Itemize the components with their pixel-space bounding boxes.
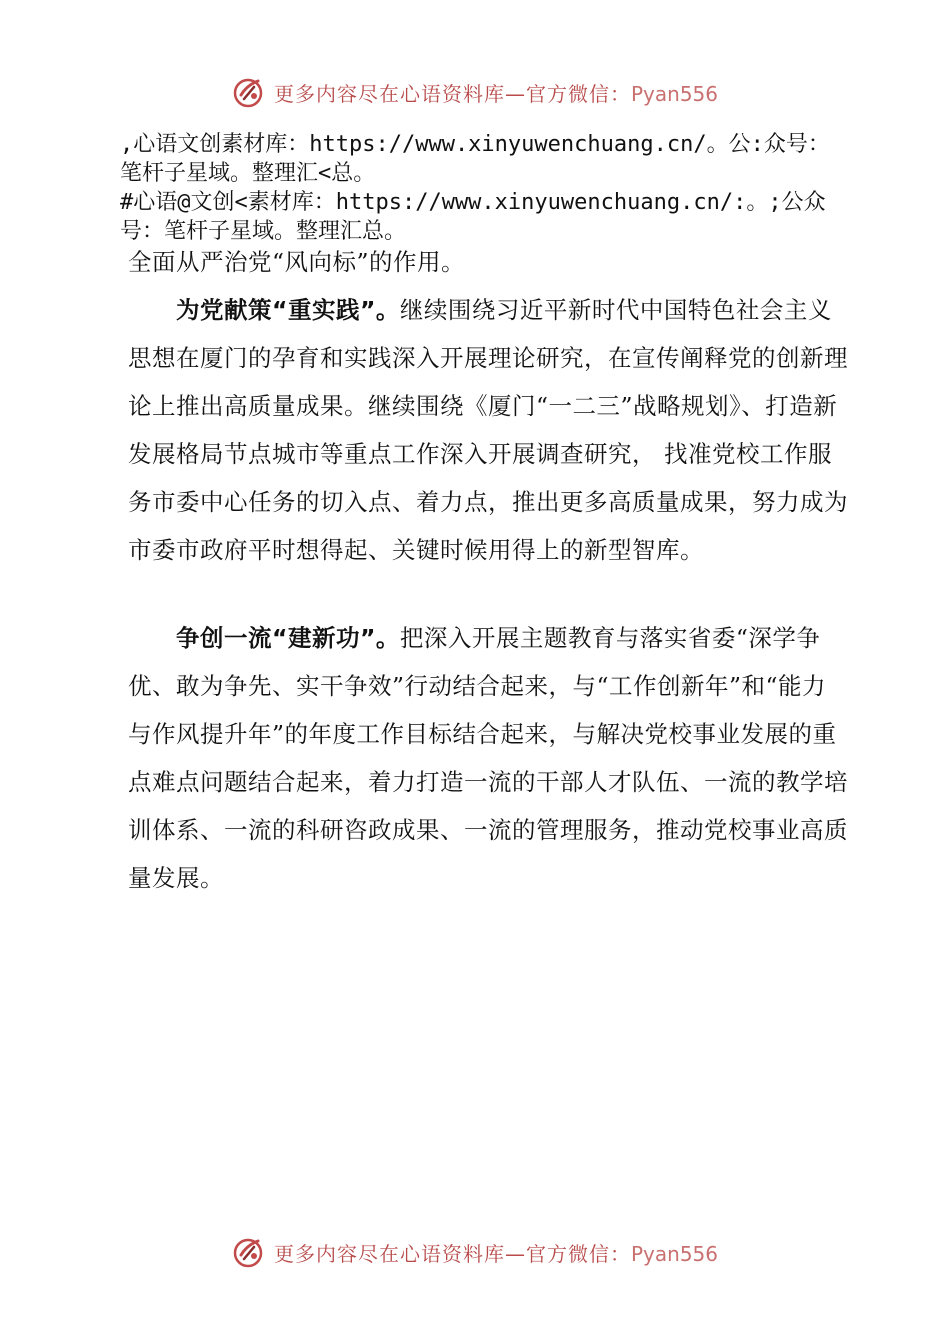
paragraph-heading: 为党献策“重实践”。 — [176, 296, 400, 324]
paragraph — [128, 286, 848, 574]
banner-text: 更多内容尽在心语资料库—官方微信：Pyan556 — [273, 1241, 718, 1266]
paragraph — [128, 614, 848, 902]
footer-banner — [0, 1232, 950, 1272]
watermark-line: #心语@文创<素材库：https://www.xinyuwenchuang.cn/:。;公众号：笔杆子星域。整理汇总。 — [120, 190, 826, 244]
wechat-account: Pyan556 — [630, 1241, 718, 1266]
wechat-account: Pyan556 — [630, 81, 718, 106]
watermark-line: ,心语文创素材库：https://www.xinyuwenchuang.cn/。公:众号：笔杆子星域。整理汇<总。 — [120, 132, 830, 186]
paragraph-text: 把深入开展主题教育与落实省委“深学争优、敢为争先、实干争效”行动结合起来，与“工作创新年”和“能力与作风提升年”的年度工作目标结合起来，与解决党校事业发展的重点难点问题结合起来，着力打造一流的干部人才队伍、一流的教学培训体系、一流的科研咨政成果、一流的管理服务，推动党校事业高质量发展。 — [128, 624, 848, 892]
paragraph-heading: 争创一流“建新功”。 — [176, 624, 400, 652]
banner-text: 更多内容尽在心语资料库—官方微信：Pyan556 — [273, 81, 718, 106]
brand-logo-icon — [232, 75, 266, 109]
header-banner — [0, 72, 950, 112]
brand-logo-icon — [232, 1235, 266, 1269]
paragraph-text: 继续围绕习近平新时代中国特色社会主义思想在厦门的孕育和实践深入开展理论研究，在宣传阐释党的创新理论上推出高质量成果。继续围绕《厦门“一二三”战略规划》、打造新发展格局节点城市等重点工作深入开展调查研究， 找准党校工作服务市委中心任务的切入点、着力点，推出更多高质量成果，努力成为市委市政府平时想得起、关键时候用得上的新型智库。 — [128, 296, 848, 564]
continuation-text: 全面从严治党“风向标”的作用。 — [128, 248, 466, 276]
